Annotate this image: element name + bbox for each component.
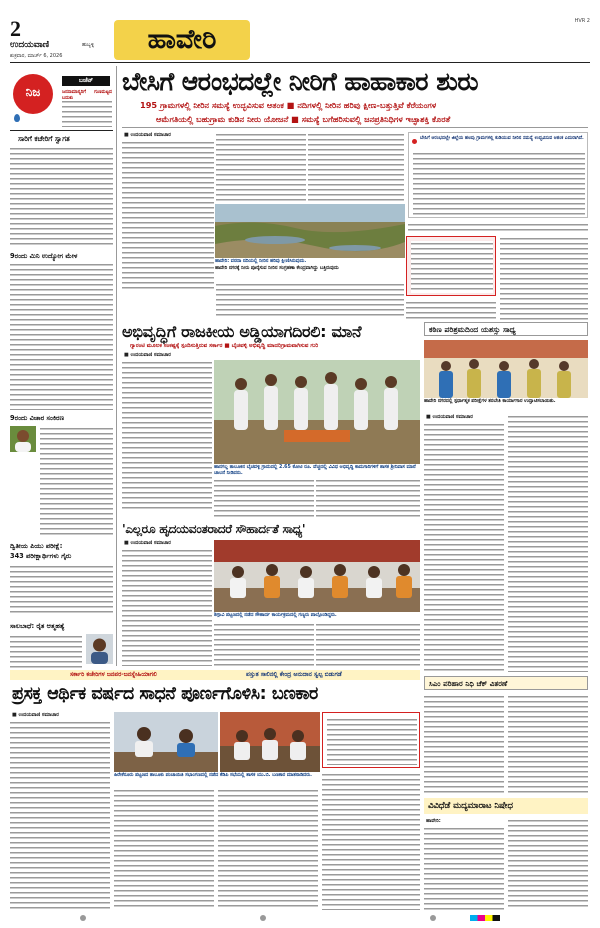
corner-code: HVR 2: [574, 18, 590, 24]
reg-dot-icon: [430, 915, 436, 921]
mid-body-col-3: [316, 478, 420, 518]
lead-deck-2: ಆಮೆಗತಿಯಲ್ಲಿ ಬಹುಗ್ರಾಮ ಕುಡಿನ ನೀರು ಯೋಜನೆ ■ ಸಮಸ್ಯೆ ಬಗೆಹರಿಸುವಲ್ಲಿ ಜನಪ್ರತಿನಿಧಿಗಳ ಇಚ್ಛಾಶಕ್ತಿ ಕೊರತೆ: [156, 114, 451, 124]
logo-drop-icon: [14, 114, 20, 122]
bottom-inset-body: [327, 717, 417, 765]
mid-body-col-1: [122, 360, 212, 510]
budget-body: [62, 99, 112, 127]
sidebar-body-3: [40, 426, 113, 536]
masthead-rule: [10, 62, 590, 63]
budget-tag-label: ಬಜೆಟ್: [78, 77, 94, 84]
lead-right-box: [408, 132, 588, 218]
sidebar-body-1: [10, 146, 113, 246]
right-byline: ■ ಉದಯವಾಣಿ ಸಮಾಚಾರ: [426, 414, 473, 420]
quote-box: [424, 322, 588, 336]
ticker-left: ಸರ್ಕಾರಿ ಕಚೇರಿಗಳ ಜನಪರ-ಜನಸ್ನೇಹಿಯಾಗಲಿ: [70, 671, 157, 678]
lead-body-col-4: [408, 222, 588, 234]
mid-photo: [214, 360, 420, 464]
training-photo: [424, 340, 588, 398]
mid-headline: ಅಭಿವೃದ್ಧಿಗೆ ರಾಜಕೀಯ ಅಡ್ಡಿಯಾಗದಿರಲಿ: ಮಾನೆ: [122, 322, 362, 341]
sidebar-head-1: ಸಾರಿಗೆ ಕಚೇರಿಗೆ ಸ್ವಾಗತ: [18, 135, 70, 143]
mid-photo-caption: ಹಾನಗಲ್ಲ ತಾಲೂಕಿನ ಬೈಚವಳ್ಳಿ ಗ್ರಾಮದಲ್ಲಿ 2.65 ಕೋಟಿ ರೂ. ವೆಚ್ಚದಲ್ಲಿ ವಿವಿಧ ಅಭಿವೃದ್ಧಿ ಕಾಮಗಾರಿಗಳಿಗೆ ಶಾಸಕ ಶ್ರೀನಿವಾಸ ಮಾನೆ ಚಾಲನೆ ನೀಡಿದರು.: [214, 465, 416, 476]
liquor-byline: ಹಾವೇರಿ:: [426, 818, 441, 824]
bottom-photo-caption: ಹಿರೇಕೆರೂರು ಪಟ್ಟಣದ ತಾಲೂಕು ಪಂಚಾಯಿತಿ ಸಭಾಂಗಣದಲ್ಲಿ ನಡೆದ ಕೆಡಿಪಿ ಸಭೆಯಲ್ಲಿ ಶಾಸಕ ಯು.ಬಿ. ಬಣಕಾರ ಮಾತನಾಡಿದರು.: [114, 773, 313, 778]
mid-byline: ■ ಉದಯವಾಣಿ ಸಮಾಚಾರ: [124, 352, 171, 358]
quote-story-caption: ಶಿಗ್ಗಾವಿ ಪಟ್ಟಣದಲ್ಲಿ ನಡೆದ ಸೌಹಾರ್ದ ಕಾರ್ಯಕ್ರಮದಲ್ಲಿ ಗಣ್ಯರು ಪಾಲ್ಗೊಂಡಿದ್ದರು.: [214, 613, 337, 618]
lead-body-col-3: [308, 132, 404, 204]
lead-body-col-7: [216, 282, 404, 318]
ticker-bar: [10, 670, 420, 680]
quote-story-col-1: [122, 548, 212, 666]
quote-story-col-2: [214, 622, 314, 666]
registration-strip: [10, 914, 590, 922]
training-caption: ಹಾವೇರಿ ನಗರದಲ್ಲಿ ಸ್ಪರ್ಧಾತ್ಮಕ ಪರೀಕ್ಷೆಗಳ ತರಬೇತಿ ಕಾರ್ಯಾಗಾರ ಉದ್ಘಾಟಿಸಲಾಯಿತು.: [424, 399, 556, 404]
sidebar-divider: [10, 130, 113, 131]
masthead: [10, 18, 590, 62]
liquor-head-box: [424, 798, 588, 814]
fund-body-2: [508, 694, 588, 794]
sidebar: [10, 66, 113, 668]
bottom-body-col-4: [322, 772, 420, 910]
bottom-photo-1: [114, 712, 218, 772]
lead-photo-river: [215, 204, 405, 258]
bottom-inset-box: [322, 712, 420, 768]
sidebar-head-5: ಸಾಲಬಾಧೆ: ರೈತ ಆತ್ಮಹತ್ಯೆ: [10, 622, 65, 630]
lead-body-col-6: [406, 300, 496, 320]
sidebar-head-4: ದ್ವಿತೀಯ ಪಿಯು ಪರೀಕ್ಷೆ:: [10, 542, 63, 550]
speaker-photo: [10, 426, 36, 452]
quote-story-col-3: [316, 622, 420, 666]
fund-head-box: [424, 676, 588, 690]
mid-deck: ಗ್ಯಾರಂಟಿ ಮೂಲಕ ಸಂಕಷ್ಟಕ್ಕೆ ಸ್ಪಂದಿಸುತ್ತಿರುವ ಸರ್ಕಾರ ■ ಬೈಚವಳ್ಳಿ ಅಭಿವೃದ್ಧಿ ಮಾದರಿಗ್ರಾಮವಾಗಿಸುವ ಗುರಿ: [130, 343, 319, 349]
alert-dot-icon: [412, 139, 417, 144]
lead-body-col-1: [122, 140, 214, 290]
bottom-byline: ■ ಉದಯವಾಣಿ ಸಮಾಚಾರ: [12, 712, 59, 718]
reg-cmyk-icon: [470, 915, 500, 921]
lead-deck-1: 195 ಗ್ರಾಮಗಳಲ್ಲಿ ನೀರಿನ ಸಮಸ್ಯೆ ಉದ್ಭವಿಸುವ ಆತಂಕ ■ ನದಿಗಳಲ್ಲಿ ನೀರಿನ ಹರಿವು ಕ್ಷೀಣ-ಬತ್ತುತ್ತಿವೆ ಕೆರೆಯಂಗಳ: [140, 100, 437, 110]
reg-dot-icon: [260, 915, 266, 921]
section-title: ಹಾವೇರಿ: [147, 24, 217, 55]
sidebar-head-4b: 343 ಪರೀಕ್ಷಾರ್ಥಿಗಳು ಗೈರು: [10, 552, 72, 560]
column-logo: [10, 70, 58, 124]
sidebar-head-3: 9ರಂದು ವಿಚಾರ ಸಂಕಿರಣ: [10, 414, 65, 422]
quote-text: ಕಠಿಣ ಪರಿಶ್ರಮದಿಂದ ಯಶಸ್ಸು ಸಾಧ್ಯ: [429, 325, 516, 334]
lead-byline: ■ ಉದಯವಾಣಿ ಸಮಾಚಾರ: [124, 132, 171, 138]
quote-story-photo: [214, 540, 420, 612]
lead-headline: ಬೇಸಿಗೆ ಆರಂಭದಲ್ಲೇ ನೀರಿಗೆ ಹಾಹಾಕಾರ ಶುರು: [122, 67, 479, 96]
liquor-body-2: [508, 818, 588, 910]
edition-label: ಹುಬ್ಬಳ್ಳಿ: [82, 42, 95, 48]
lead-photo-caption-2: ಹಾವೇರಿ ನಗರಕ್ಕೆ ನೀರು ಪೂರೈಸುವ ನೀರಿನ ಸಂಗ್ರಹಣಾ ಕೇಂದ್ರವಾಗಿದ್ದು ಬತ್ತಿರುವುದು: [215, 266, 339, 271]
sidebar-body-2: [10, 262, 113, 410]
reg-dot-icon: [80, 915, 86, 921]
sidebar-head-2: 9ರಂದು ಮಿನಿ ಉದ್ಯೋಗ ಮೇಳ: [10, 252, 78, 260]
lead-photo-caption: ಹಾವೇರಿ: ವರದಾ ನದಿಯಲ್ಲಿ ನೀರಿನ ಹರಿವು ಕ್ಷೀಣಿಸಿರುವುದು.: [215, 259, 307, 264]
farmer-photo: [86, 634, 113, 664]
paper-name: ಉದಯವಾಣಿ: [10, 40, 50, 50]
page-number: 2: [10, 16, 21, 41]
bottom-body-col-2: [114, 788, 214, 910]
issue-date: ಶುಕ್ರವಾರ, ಮಾರ್ಚ್ 6, 2026: [10, 53, 63, 59]
bottom-body-col-1: [10, 720, 110, 910]
lead-body-col-2: [216, 132, 306, 204]
budget-tag: [62, 76, 110, 86]
right-body-2: [508, 414, 588, 672]
fund-head: ಸಿಎಂ ಪರಿಹಾರ ನಿಧಿ ಚೆಕ್ ವಿತರಣೆ: [429, 679, 508, 688]
lead-right-intro: ಬೇಸಿಗೆ ಆರಂಭದಲ್ಲೇ ಜಿಲ್ಲೆಯ ಹಲವು ಗ್ರಾಮಗಳಲ್ಲಿ ಕುಡಿಯುವ ನೀರಿನ ಸಮಸ್ಯೆ ಉದ್ಭವಿಸುವ ಆತಂಕ ಎದುರಾಗಿದೆ.: [420, 136, 584, 141]
mid-body-col-2: [214, 478, 314, 518]
budget-text: ಜನಸಾಮಾನ್ಯರಿಗೆ ಗುಣಮಟ್ಟದ: [62, 90, 112, 95]
lead-subbox-body: [411, 241, 493, 293]
bottom-body-col-3: [218, 788, 318, 910]
sidebar-vrule: [116, 66, 117, 666]
lead-subbox: [406, 236, 496, 296]
bottom-photo-2: [220, 712, 320, 772]
bottom-headline: ಪ್ರಸಕ್ತ ಆರ್ಥಿಕ ವರ್ಷದ ಸಾಧನೆ ಪೂರ್ಣಗೊಳಿಸಿ: ಬಣಕಾರ: [12, 684, 318, 704]
lead-body-col-5: [500, 236, 588, 320]
liquor-head: ವಿವಿಧೆಡೆ ಮದ್ಯಮಾರಾಟ ನಿಷೇಧ: [428, 800, 513, 810]
quote-story-headline: 'ಎಲ್ಲರೂ ಹೃದಯವಂತರಾದರೆ ಸೌಹಾರ್ದತೆ ಸಾಧ್ಯ': [122, 522, 306, 536]
fund-body-1: [424, 694, 504, 794]
lead-right-body: [413, 151, 585, 215]
logo-text: ನಿಜ: [25, 85, 41, 99]
sidebar-body-4: [10, 564, 113, 616]
lead-deck-rule: [122, 127, 588, 128]
liquor-body-1: [424, 826, 504, 910]
right-body-1: [424, 422, 504, 672]
sidebar-body-5: [10, 634, 82, 668]
quote-story-byline: ■ ಉದಯವಾಣಿ ಸಮಾಚಾರ: [124, 540, 171, 546]
ticker-right: ಪಸ್ತುತ ಸಾಲಿನಲ್ಲಿ ಕೇಂದ್ರ ಅನುದಾನ ಸ್ವಲ್ಪ ಬಿಡುಗಡೆ: [246, 671, 342, 678]
